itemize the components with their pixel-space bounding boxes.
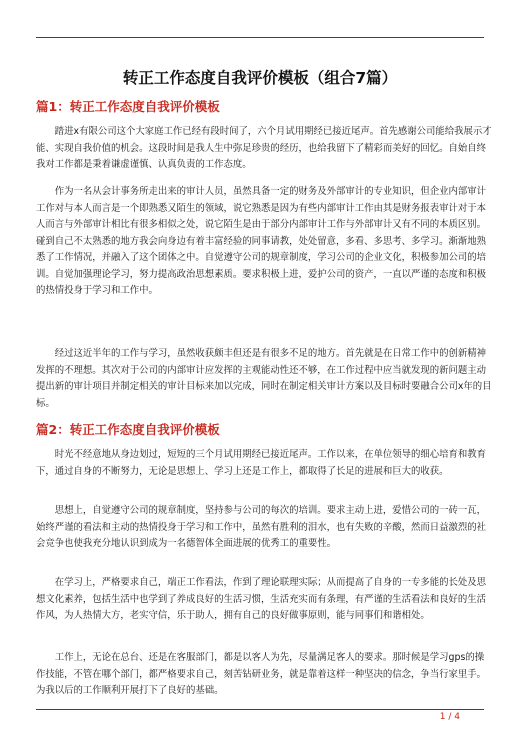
header-rule	[36, 37, 484, 38]
footer-rule	[36, 709, 484, 710]
section-1-paragraph-3: 经过这近半年的工作与学习，虽然收获颇丰但还是有很多不足的地方。首先就是在日常工作中的创新精神发挥的不理想。其次对于公司的内部审计应发挥的主观能动性还不够，在工作过程中应当就发现的新问题主动提出新的审计项目并制定相关的审计目标来加以完成，同时在制定相关审计方案以及目标时要融合公司x年的目标。	[36, 348, 492, 409]
section-2-paragraph-4: 工作上，无论在总台、还是在客服部门，都是以客人为先，尽量满足客人的要求。那时候是学习gps的操作技能，不管在哪个部门，都严格要求自己，刻苦钻研业务，就是靠着这样一种坚决的信念，争当行家里手。为我以后的工作顺利开展打下了良好的基础。	[36, 652, 487, 696]
section-2-paragraph-1: 时光不经意地从身边划过，短短的三个月试用期经已接近尾声。工作以来，在单位领导的细心培育和教育下，通过自身的不断努力，无论是思想上、学习上还是工作上，都取得了长足的进展和巨大的收获。	[36, 449, 487, 477]
section-2-paragraph-3: 在学习上，严格要求自己，端正工作看法，作到了理论联理实际；从而提高了自身的一专多能的长处及思想文化素养，包括生活中也学到了养成良好的生活习惯，生活充实而有条理，有严谨的生活看法和良好的生活作风，为人热情大方，老实守信，乐于助人，拥有自己的良好做事原则，能与同事们和谐相处。	[36, 577, 487, 621]
section-2-paragraph-2: 思想上，自觉遵守公司的规章制度，坚持参与公司的每次的培训。要求主动上进，爱惜公司的一砖一瓦，始终严谨的看法和主动的热情投身于学习和工作中，虽然有胜利的泪水，也有失败的辛酸，然而日益激烈的社会竞争也使我充分地认识到成为一名德智体全面进展的优秀工的重要性。	[36, 505, 487, 549]
document-title: 转正工作态度自我评价模板（组合7篇）	[122, 69, 398, 87]
section-1-paragraph-1: 踏进x有限公司这个大家庭工作已经有段时间了，六个月试用期经已接近尾声。首先感谢公司能给我展示才能、实现自我价值的机会。这段时间是我人生中弥足珍贵的经历，也给我留下了精彩而美好的回忆。自始自终我对工作都是秉着谦虚谨慎、认真负责的工作态度。	[36, 126, 492, 170]
section-heading-2: 篇2：转正工作态度自我评价模板	[36, 422, 220, 437]
page-indicator: 1 / 4	[439, 712, 460, 722]
section-heading-1: 篇1：转正工作态度自我评价模板	[36, 99, 220, 114]
section-1-paragraph-2: 作为一名从会计事务所走出来的审计人员，虽然具备一定的财务及外部审计的专业知识，但企业内部审计工作对与本人而言是一个即熟悉又陌生的领域，说它熟悉是因为有些内部审计工作由其是财务报表审计对于本人而言与外部审计相比有很多相似之处，说它陌生是由于部分内部审计工作与外部审计又有不同的本质区别。碰到自己不太熟悉的地方我会向身边有着丰富经验的同事请教，处处留意，多看、多思考、多学习。渐渐地熟悉了工作情况，并融入了这个团体之中。自觉遵守公司的规章制度，学习公司的企业文化，积极参加公司的培训。自觉加强理论学习，努力提高政治思想素质。要求积极上进，爱护公司的资产，一直以严谨的态度和积极的热情投身于学习和工作中。	[36, 186, 487, 296]
